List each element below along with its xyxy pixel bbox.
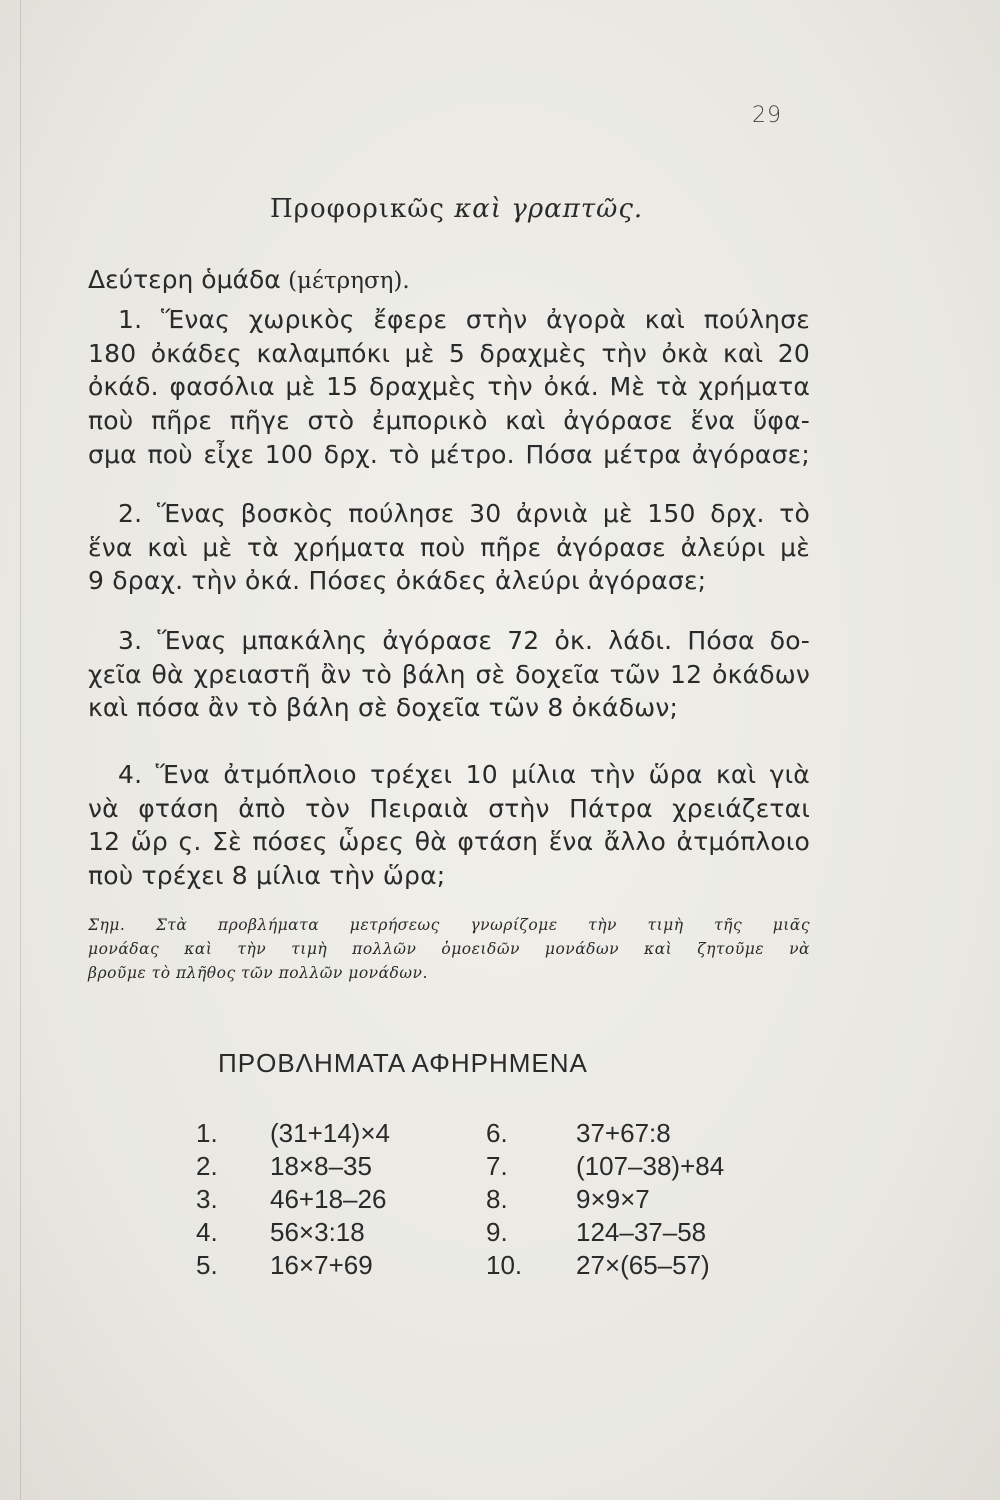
exercise-number: 5. <box>196 1250 218 1280</box>
problem-3 <box>88 624 810 725</box>
exercise-expression: 16×7+69 <box>270 1250 373 1280</box>
exercise-expression: 56×3:18 <box>270 1217 365 1247</box>
note-line: βροῦμε τὸ πλῆθος τῶν πολλῶν μονάδων. <box>88 964 428 982</box>
problem-line: νὰ φτάση ἀπὸ τὸν Πειραιὰ στὴν Πάτρα χρειάζεται <box>88 793 810 823</box>
problem-line: 1. Ἕνας χωρικὸς ἔφερε στὴν ἀγορὰ καὶ πούλησε <box>118 305 810 334</box>
exercise-number: 1. <box>196 1118 218 1148</box>
exercise-number: 6. <box>486 1118 508 1148</box>
exercise-expression: 46+18–26 <box>270 1184 387 1214</box>
problem-line: 12 ὥρ ς. Σὲ πόσες ὧρες θὰ φτάση ἕνα ἄλλο ἀτμόπλοιο <box>88 827 810 857</box>
problem-line: καὶ πόσα ἂν τὸ βάλη σὲ δοχεῖα τῶν 8 ὀκάδων; <box>88 693 679 723</box>
exercise-expression: 27×(65–57) <box>576 1250 710 1280</box>
problem-line: 4. Ἕνα ἀτμόπλοιο τρέχει 10 μίλια τὴν ὥρα καὶ γιὰ <box>118 760 810 789</box>
exercise-number: 9. <box>486 1217 508 1247</box>
note-line: Σημ. Στὰ προβλήματα μετρήσεως γνωρίζομε τὴν τιμὴ τῆς μιᾶς <box>88 916 810 934</box>
problem-line: 180 ὀκάδες καλαμπόκι μὲ 5 δραχμὲς τὴν ὀκὰ καὶ 20 <box>88 338 810 368</box>
note-block <box>88 913 810 985</box>
problem-2 <box>88 497 810 598</box>
problem-line: ποὺ πῆρε πῆγε στὸ ἐμπορικὸ καὶ ἀγόρασε ἕνα ὕφα- <box>88 406 810 436</box>
problem-line: 3. Ἕνας μπακάλης ἀγόρασε 72 ὀκ. λάδι. Πόσα δο- <box>118 626 810 655</box>
exercise-expression: 124–37–58 <box>576 1217 707 1247</box>
problem-line: ποὺ τρέχει 8 μίλια τὴν ὥρα; <box>88 861 446 891</box>
exercise-expression: 9×9×7 <box>576 1184 650 1214</box>
exercise-expression: 37+67:8 <box>576 1118 671 1148</box>
group-subheading <box>88 265 410 294</box>
group-subheading-title: Δεύτερη ὁμάδα <box>88 265 281 294</box>
exercise-number: 8. <box>486 1184 508 1214</box>
problem-4 <box>88 758 810 893</box>
section-heading-plain: Προφορικῶς <box>270 194 455 224</box>
problem-1 <box>88 303 810 472</box>
group-subheading-paren: (μέτρηση). <box>280 268 410 294</box>
page-edge-line <box>20 0 21 1500</box>
exercise-number: 10. <box>486 1250 523 1280</box>
exercise-number: 2. <box>196 1151 218 1181</box>
page-number: 29 <box>752 103 782 128</box>
abstract-problems-title: ΠΡΟΒΛΗΜΑΤΑ ΑΦΗΡΗΜΕΝΑ <box>218 1048 588 1078</box>
problem-line: 9 δραχ. τὴν ὀκά. Πόσες ὀκάδες ἀλεύρι ἀγόρασε; <box>88 566 707 596</box>
exercise-expression: 18×8–35 <box>270 1151 372 1181</box>
exercise-number: 3. <box>196 1184 218 1214</box>
exercise-expression: (31+14)×4 <box>270 1118 390 1148</box>
problem-line: σμα ποὺ εἶχε 100 δρχ. τὸ μέτρο. Πόσα μέτρα ἀγόρασε; <box>88 439 810 469</box>
problem-line: 2. Ἕνας βοσκὸς πούλησε 30 ἀρνιὰ μὲ 150 δρχ. τὸ <box>118 499 810 528</box>
exercise-number: 7. <box>486 1151 508 1181</box>
problem-line: ὀκάδ. φασόλια μὲ 15 δραχμὲς τὴν ὀκά. Μὲ τὰ χρήματα <box>88 372 810 402</box>
problem-line: χεῖα θὰ χρειαστῆ ἂν τὸ βάλη σὲ δοχεῖα τῶν 12 ὀκάδων <box>88 659 810 689</box>
exercise-number: 4. <box>196 1217 218 1247</box>
exercise-expression: (107–38)+84 <box>576 1151 725 1181</box>
section-heading <box>270 194 643 224</box>
problem-line: ἕνα καὶ μὲ τὰ χρήματα ποὺ πῆρε ἀγόρασε ἀλεύρι μὲ <box>88 532 810 562</box>
note-line: μονάδας καὶ τὴν τιμὴ πολλῶν ὁμοειδῶν μονάδων καὶ ζητοῦμε νὰ <box>88 940 810 958</box>
section-heading-italic: καὶ γραπτῶς. <box>454 194 644 224</box>
